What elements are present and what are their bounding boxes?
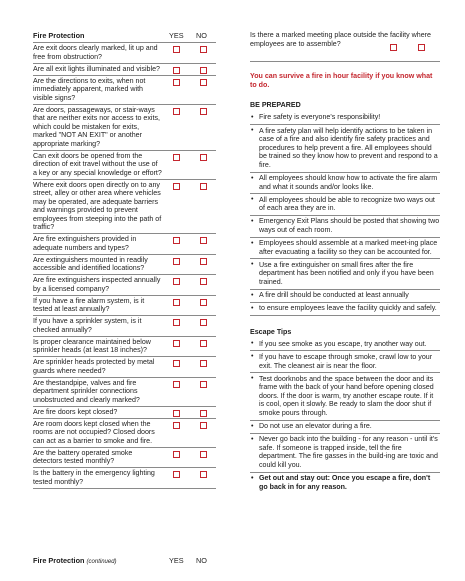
yes-checkbox[interactable]	[173, 410, 180, 417]
bullet-icon: •	[251, 374, 254, 383]
question-text: Are extinguishers mounted in readily accessible and identified locations?	[33, 255, 148, 272]
checklist-item	[33, 296, 216, 317]
list-item-text: Never go back into the building - for any reason - until it's safe. If someone is trapped inside, tell the fire department. The fire gasses in the build-ing are toxic and could kill you.	[259, 435, 438, 469]
yes-checkbox[interactable]	[173, 237, 180, 244]
be-prepared-heading: BE PREPARED	[250, 101, 301, 110]
bullet-icon: •	[251, 195, 254, 204]
yes-checkbox[interactable]	[173, 451, 180, 458]
checklist-item	[33, 76, 216, 105]
list-item-text: Employees should assemble at a marked meet-ing place after evacuating a facility so they can be accounted for.	[259, 239, 438, 256]
no-checkbox[interactable]	[200, 154, 207, 161]
list-item	[250, 303, 440, 316]
checklist-item	[33, 255, 216, 276]
checklist-item	[33, 316, 216, 337]
bullet-icon: •	[251, 238, 254, 247]
no-checkbox[interactable]	[200, 278, 207, 285]
yes-checkbox[interactable]	[390, 44, 397, 51]
list-item-text: Get out and stay out: Once you escape a fire, don't go back in for any reason.	[259, 474, 431, 491]
bullet-icon: •	[251, 112, 254, 121]
checklist-item	[33, 407, 216, 419]
bullet-icon: •	[251, 173, 254, 182]
bullet-icon: •	[251, 339, 254, 348]
question-text: Are the directions to exits, when not immediately apparent, marked with visible signs?	[33, 76, 146, 102]
checklist-item	[33, 151, 216, 180]
checklist-item	[33, 357, 216, 378]
question-text: Are all exit lights illuminated and visible?	[33, 64, 160, 73]
question-text: Are fire extinguishers provided in adequate numbers and types?	[33, 235, 137, 252]
question-text: Are the battery operated smoke detectors tested monthly?	[33, 448, 133, 465]
checklist-item	[33, 378, 216, 407]
checklist-item	[33, 419, 216, 448]
be-prepared-list	[250, 112, 440, 316]
no-checkbox[interactable]	[200, 108, 207, 115]
yes-checkbox[interactable]	[173, 67, 180, 74]
bullet-icon: •	[251, 216, 254, 225]
question-text: Is the battery in the emergency lighting tested monthly?	[33, 469, 155, 486]
list-item	[250, 238, 440, 260]
no-checkbox[interactable]	[200, 451, 207, 458]
question-text: Is there a marked meeting place outside the facility where employees are to assemble?	[250, 31, 431, 48]
question-text: Are thestandpipe, valves and fire department sprinkler connections unobstructed and clearly marked?	[33, 378, 140, 404]
yes-checkbox[interactable]	[173, 258, 180, 265]
bullet-icon: •	[251, 126, 254, 135]
list-item	[250, 473, 440, 494]
list-item-text: Test doorknobs and the space between the door and its frame with the back of your hand before opening closed doors. If the door is warm, try another escape route. If it is cool, open it slowly. Be ready to slam the door shut if smoke pours through.	[259, 374, 434, 417]
no-checkbox[interactable]	[200, 319, 207, 326]
list-item-text: Fire safety is everyone's responsibility!	[259, 113, 381, 122]
no-checkbox[interactable]	[418, 44, 425, 51]
checklist-item	[33, 275, 216, 296]
list-item-text: All employees should be able to recognize two ways out of each area they are in.	[259, 195, 435, 213]
bullet-icon: •	[251, 290, 254, 299]
question-text: Can exit doors be opened from the direction of exit travel without the use of a key or any special knowledge or effort?	[33, 151, 162, 177]
yes-checkbox[interactable]	[173, 471, 180, 478]
yes-checkbox[interactable]	[173, 154, 180, 161]
no-checkbox[interactable]	[200, 258, 207, 265]
yes-checkbox[interactable]	[173, 299, 180, 306]
yes-checkbox[interactable]	[173, 381, 180, 388]
no-checkbox[interactable]	[200, 422, 207, 429]
question-text: Is proper clearance maintained below sprinkler heads (at least 18 inches)?	[33, 337, 151, 354]
checklist-item	[33, 180, 216, 235]
escape-tips-list	[250, 338, 440, 493]
yes-checkbox[interactable]	[173, 422, 180, 429]
question-text: If you have a fire alarm system, is it tested at least annually?	[33, 296, 145, 313]
list-item	[250, 338, 440, 351]
list-item	[250, 125, 440, 172]
checklist-item	[33, 448, 216, 469]
no-checkbox[interactable]	[200, 340, 207, 347]
no-checkbox[interactable]	[200, 471, 207, 478]
bullet-icon: •	[251, 260, 254, 269]
checklist-header	[33, 30, 216, 42]
list-item-text: Emergency Exit Plans should be posted that showing two ways out of each room.	[259, 217, 440, 234]
no-checkbox[interactable]	[200, 381, 207, 388]
list-item	[250, 290, 440, 303]
no-checkbox[interactable]	[200, 46, 207, 53]
list-item	[250, 216, 440, 238]
list-item-text: to ensure employees leave the facility quickly and safely.	[259, 304, 437, 313]
fire-safety-guidance	[250, 30, 440, 493]
footer-no-label: NO	[196, 556, 207, 565]
footer-title-text: Fire Protection	[33, 556, 85, 565]
no-checkbox[interactable]	[200, 183, 207, 190]
list-item	[250, 434, 440, 473]
footer-continued: (continued)	[86, 559, 117, 565]
list-item	[250, 351, 440, 373]
list-item	[250, 259, 440, 289]
no-checkbox[interactable]	[200, 237, 207, 244]
list-item-text: A fire safety plan will help identify actions to be taken in case of a fire and also identify fire safety practices and procedures to help prevent a fire. All employees should be trained so they know how to prevent and respond to a fire.	[259, 126, 438, 169]
list-item	[250, 421, 440, 434]
checklist-item	[33, 468, 216, 489]
bullet-icon: •	[251, 303, 254, 312]
yes-checkbox[interactable]	[173, 278, 180, 285]
question-text: Are sprinkler heads protected by metal guards where needed?	[33, 358, 155, 375]
list-item	[250, 373, 440, 420]
list-item-text: If you see smoke as you escape, try another way out.	[259, 339, 427, 348]
no-checkbox[interactable]	[200, 410, 207, 417]
yes-checkbox[interactable]	[173, 319, 180, 326]
checklist-item	[33, 337, 216, 358]
checklist-item	[33, 105, 216, 151]
list-item-text: If you have to escape through smoke, crawl low to your exit. The cleanest air is near the floor.	[259, 352, 433, 370]
question-text: Where exit doors open directly on to any street, alley or other area where vehicles may be operated, are adequate barriers and warnings provided to prevent employees from steeping into the path of traffic?	[33, 180, 162, 231]
question-text: Are exit doors clearly marked, lit up and free from obstruction?	[33, 44, 158, 61]
yes-checkbox[interactable]	[173, 46, 180, 53]
survival-warning: You can survive a fire in hour facility if you know what to do.	[250, 72, 433, 89]
question-text: Are doors, passageways, or stair-ways that are neither exits nor access to exits, which could be mistaken for exits, marked "NOT AN EXIT" or another appropriate marking?	[33, 105, 160, 148]
yes-checkbox[interactable]	[173, 360, 180, 367]
list-item-text: A fire drill should be conducted at least annually	[259, 291, 409, 300]
no-checkbox[interactable]	[200, 79, 207, 86]
list-item	[250, 194, 440, 216]
list-item-text: Do not use an elevator during a fire.	[259, 422, 372, 431]
fire-protection-checklist	[33, 30, 216, 489]
no-checkbox[interactable]	[200, 299, 207, 306]
no-checkbox[interactable]	[200, 360, 207, 367]
question-text: Are fire doors kept closed?	[33, 407, 118, 416]
yes-checkbox[interactable]	[173, 183, 180, 190]
list-item	[250, 112, 440, 125]
checklist-item	[33, 64, 216, 76]
list-item	[250, 173, 440, 195]
meeting-place-question	[250, 30, 440, 62]
checklist-item	[33, 234, 216, 255]
question-text: If you have a sprinkler system, is it checked annually?	[33, 317, 142, 334]
bullet-icon: •	[251, 434, 254, 443]
checklist-title: Fire Protection	[33, 31, 85, 40]
list-item-text: Use a fire extinguisher on small fires after the fire department has been notified and only if you have been trained.	[259, 260, 434, 286]
bullet-icon: •	[251, 473, 254, 482]
yes-checkbox[interactable]	[173, 108, 180, 115]
question-text: Are fire extinguishers inspected annually by a licensed company?	[33, 276, 161, 293]
list-item-text: All employees should know how to activate the fire alarm and what it sounds and/or looks like.	[259, 174, 438, 191]
no-checkbox[interactable]	[200, 67, 207, 74]
yes-column-header: YES	[169, 31, 184, 40]
bullet-icon: •	[251, 421, 254, 430]
checklist-item	[33, 43, 216, 64]
footer-title	[33, 556, 117, 565]
no-column-header: NO	[196, 31, 207, 40]
question-text: Are room doors kept closed when the rooms are not occupied? Closed doors can act as a barrier to smoke and fire.	[33, 419, 155, 445]
footer-yes-label: YES	[169, 556, 184, 565]
yes-checkbox[interactable]	[173, 340, 180, 347]
escape-tips-heading: Escape Tips	[250, 327, 292, 336]
yes-checkbox[interactable]	[173, 79, 180, 86]
bullet-icon: •	[251, 352, 254, 361]
